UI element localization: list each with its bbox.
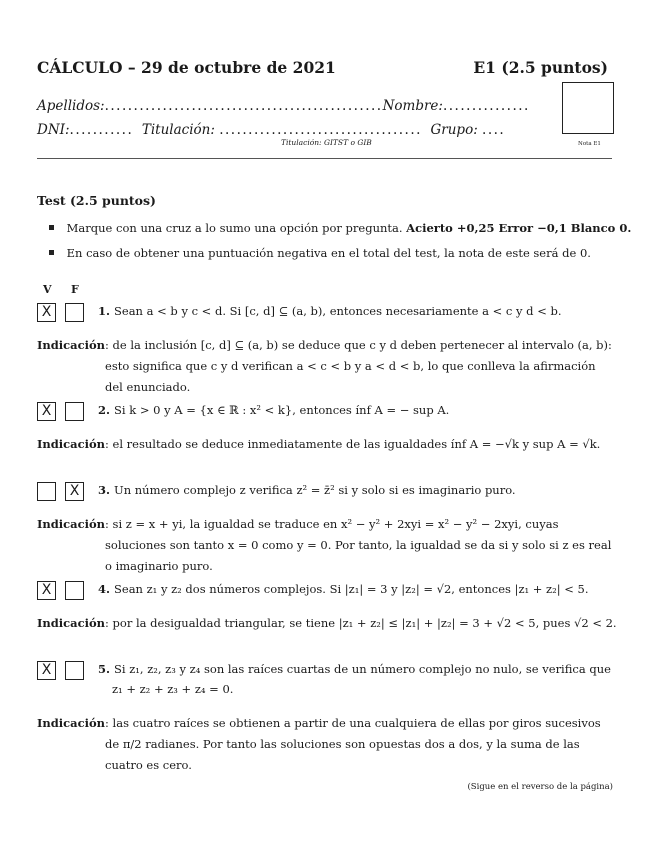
q5-statement-cont: z₁ + z₂ + z₃ + z₄ = 0. (112, 682, 234, 696)
q2-true-checkbox[interactable]: X (37, 402, 56, 421)
q5-number: 5. (98, 662, 111, 676)
instruction-2-text: En caso de obtener una puntuación negativa en el total del test, la nota de este será de 0. (66, 246, 591, 260)
q3-true-checkbox[interactable] (37, 482, 56, 501)
q4-number: 4. (98, 582, 111, 596)
q5-indication-text: : las cuatro raíces se obtienen a partir de una cualquiera de ellas por giros sucesivos de π/2 radianes. Por tanto las soluciones son opuestas dos a dos, y la suma de las cuatro es cero. (105, 716, 601, 772)
q5-true-checkbox[interactable]: X (37, 661, 56, 680)
q1-indication (37, 335, 617, 398)
q3-indication-text: : si z = x + yi, la igualdad se traduce en x² − y² + 2xyi = x² − y² − 2xyi, cuyas soluciones son tanto x = 0 como y = 0. Por tanto, la igualdad se da si y solo si z es real o imaginario puro. (105, 517, 612, 573)
q5-false-checkbox[interactable] (65, 661, 84, 680)
nombre-field[interactable]: ............... (442, 98, 530, 114)
apellidos-label: Apellidos: (37, 98, 105, 114)
q4-text: Sean z₁ y z₂ dos números complejos. Si |z₁| = 3 y |z₂| = √2, entonces |z₁ + z₂| < 5. (114, 582, 589, 596)
dni-field[interactable]: ........... (69, 122, 134, 138)
q3-indication-label: Indicación (37, 517, 106, 531)
q1-number: 1. (98, 304, 111, 318)
q2-indication-label: Indicación (37, 437, 106, 451)
q5-indication (37, 713, 617, 776)
q1-false-checkbox[interactable] (65, 303, 84, 322)
titulacion-note: Titulación: GITST o GIB (281, 138, 372, 147)
true-column-header: V (43, 283, 52, 296)
q4-true-checkbox[interactable]: X (37, 581, 56, 600)
q4-statement (98, 582, 589, 596)
q2-indication-text: : el resultado se deduce inmediatamente de las igualdades ínf A = −√k y sup A = √k. (105, 437, 601, 451)
q4-indication-label: Indicación (37, 616, 106, 630)
q1-indication-text: : de la inclusión [c, d] ⊆ (a, b) se deduce que c y d deben pertenecer al intervalo (a, b): esto significa que c y d verifican a < c < b y a < d < b, lo que conlleva la afirmación del enunciado. (105, 338, 612, 394)
q2-indication (37, 434, 617, 455)
q4-false-checkbox[interactable] (65, 581, 84, 600)
titulacion-label: Titulación: (141, 122, 215, 138)
apellidos-field[interactable]: ................................................ (104, 98, 383, 114)
apellidos-nombre-row (37, 98, 530, 114)
q5-text: Si z₁, z₂, z₃ y z₄ son las raíces cuartas de un número complejo no nulo, se verifica que (114, 662, 611, 676)
q3-text: Un número complejo z verifica z² = z̄² si y solo si es imaginario puro. (114, 483, 516, 497)
false-column-header: F (71, 283, 79, 296)
q3-number: 3. (98, 483, 111, 497)
dni-titulacion-grupo-row (37, 122, 505, 138)
q1-text: Sean a < b y c < d. Si [c, d] ⊆ (a, b), entonces necesariamente a < c y d < b. (114, 304, 562, 318)
q4-indication (37, 613, 617, 634)
instruction-1-scoring: Acierto +0,25 Error −0,1 Blanco 0. (406, 221, 632, 235)
exam-points: E1 (2.5 puntos) (473, 58, 608, 77)
q5-statement (98, 662, 611, 676)
q1-statement (98, 304, 562, 318)
test-heading: Test (2.5 puntos) (37, 193, 156, 208)
grupo-field[interactable]: .... (482, 122, 506, 138)
q5-indication-label: Indicación (37, 716, 106, 730)
instruction-1-text: Marque con una cruz a lo sumo una opción por pregunta. (66, 221, 403, 235)
q2-text: Si k > 0 y A = {x ∈ ℝ : x² < k}, entonces ínf A = − sup A. (114, 403, 450, 417)
dni-label: DNI: (37, 122, 70, 138)
instruction-bullet-1 (49, 221, 631, 235)
q2-number: 2. (98, 403, 111, 417)
titulacion-field[interactable]: ................................... (219, 122, 422, 138)
q3-statement (98, 483, 516, 497)
nombre-label: Nombre: (382, 98, 443, 114)
exam-title: CÁLCULO – 29 de octubre de 2021 (37, 58, 336, 77)
grade-box[interactable] (562, 82, 614, 134)
header-divider (37, 158, 612, 159)
q2-false-checkbox[interactable] (65, 402, 84, 421)
q3-indication (37, 514, 617, 577)
q1-indication-label: Indicación (37, 338, 106, 352)
q4-indication-text: : por la desigualdad triangular, se tiene |z₁ + z₂| ≤ |z₁| + |z₂| = 3 + √2 < 5, pues √2 < 2. (105, 616, 617, 630)
q1-true-checkbox[interactable]: X (37, 303, 56, 322)
grade-box-label: Nota E1 (578, 141, 601, 147)
q2-statement (98, 403, 449, 417)
instruction-bullet-2 (49, 246, 591, 260)
page-footer: (Sigue en el reverso de la página) (467, 782, 613, 792)
grupo-label: Grupo: (430, 122, 478, 138)
q3-false-checkbox[interactable]: X (65, 482, 84, 501)
